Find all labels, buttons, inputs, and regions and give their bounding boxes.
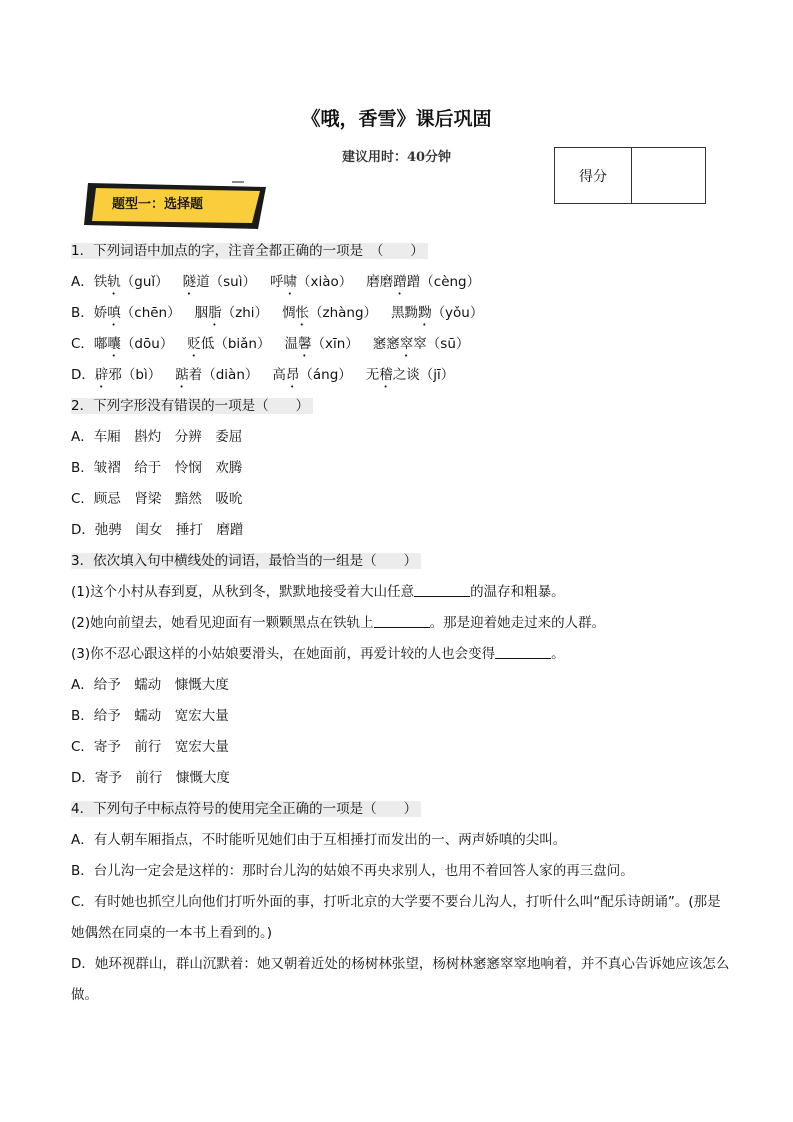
suggested-time: 建议用时：40分钟 [341, 150, 452, 165]
score-label: 得分 [555, 148, 632, 203]
score-value-cell [632, 148, 705, 203]
q3-sentence-3: (3)你不忍心跟这样的小姑娘要滑头，在她面前，再爱计较的人也会变得 。 [71, 646, 565, 662]
q3-option-a[interactable]: A．给予 蠕动 慷慨大度 [71, 677, 229, 693]
q3-option-b[interactable]: B．给予 蠕动 宽宏大量 [71, 708, 229, 724]
q3-sentence-1: (1)这个小村从春到夏，从秋到冬，默默地接受着大山任意 的温存和粗暴。 [71, 584, 565, 600]
q1-option-a[interactable]: A．铁轨（guǐ） 隧道（suì） 呼啸（xiào） 磨磨蹭蹭（cèng） [71, 274, 481, 290]
q3-sentence-2: (2)她向前望去，她看见迎面有一颗颗黑点在铁轨上 。那是迎着她走过来的人群。 [71, 615, 606, 631]
q4-option-b[interactable]: B．台儿沟一定会是这样的：那时台儿沟的姑娘不再央求别人，也用不着回答人家的再三盘问。 [71, 863, 634, 879]
q3-option-d[interactable]: D．寄予 前行 慷慨大度 [71, 770, 230, 786]
q3-option-c[interactable]: C．寄予 前行 宽宏大量 [71, 739, 229, 755]
q4-option-d[interactable]: D．她环视群山，群山沉默着：她又朝着近处的杨树林张望，杨树林窸窸窣窣地响着，并不真心告诉她应该怎么做。 [71, 956, 730, 1003]
blank-1 [414, 582, 470, 597]
question-list [71, 236, 731, 1011]
score-box [554, 147, 706, 204]
q4-option-c[interactable]: C．有时她也抓空儿向他们打听外面的事，打听北京的大学要不要台儿沟人，打听什么叫“配乐诗朗诵”。(那是她偶然在同桌的一本书上看到的。) [71, 894, 721, 941]
q2-option-a[interactable]: A．车厢 斟灼 分辨 委屈 [71, 429, 243, 445]
q4-option-a[interactable]: A．有人朝车厢指点，不时能听见她们由于互相捶打而发出的一、两声娇嗔的尖叫。 [71, 832, 567, 848]
question-4-stem: 4．下列句子中标点符号的使用完全正确的一项是（ ） [71, 794, 731, 825]
question-3-stem: 3．依次填入句中横线处的词语，最恰当的一组是（ ） [71, 546, 731, 577]
q2-option-b[interactable]: B．皱褶 给于 怜悯 欢腾 [71, 460, 243, 476]
section-heading: 题型一：选择题 [112, 197, 204, 212]
blank-2 [374, 613, 430, 628]
q1-option-c[interactable]: C．嘟囔（dōu） 贬低（biǎn） 温馨（xīn） 窸窸窣窣（sū） [71, 336, 470, 352]
q1-option-d[interactable]: D．辟邪（bì） 踮着（diàn） 高昂（áng） 无稽之谈（jī） [71, 367, 455, 383]
question-1-stem: 1．下列词语中加点的字，注音全都正确的一项是 （ ） [71, 236, 731, 267]
q2-option-d[interactable]: D．弛骋 闺女 捶打 磨蹭 [71, 522, 244, 538]
question-2-stem: 2．下列字形没有错误的一项是（ ） [71, 391, 731, 422]
page-title: 《哦，香雪》课后巩固 [301, 108, 492, 130]
q2-option-c[interactable]: C．顾忌 肾梁 黯然 吸吮 [71, 491, 243, 507]
q1-option-b[interactable]: B．娇嗔（chēn） 胭脂（zhi） 惆怅（zhàng） 黑黝黝（yǒu） [71, 305, 484, 321]
blank-3 [495, 644, 551, 659]
